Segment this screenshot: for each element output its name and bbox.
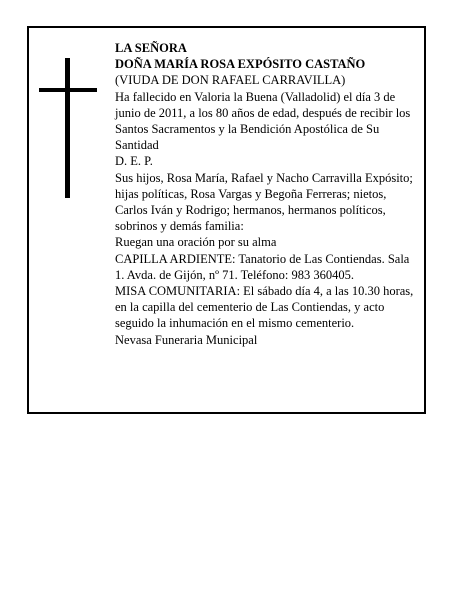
mass-details: MISA COMUNITARIA: El sábado día 4, a las 10.30 horas, en la capilla del cementerio de Las Contiendas, y acto seguido la inhumación en el mismo cementerio. (115, 284, 414, 331)
notice-text (115, 40, 421, 348)
prayer-request: Ruegan una oración por su alma (115, 235, 277, 250)
family-members: Sus hijos, Rosa María, Rafael y Nacho Carravilla Expósito; hijas políticas, Rosa Vargas y Begoña Ferreras; nietos, Carlos Iván y Rodrigo; hermanos, hermanos políticos, sobrinos y demás familia: (115, 170, 413, 234)
funeral-home: Nevasa Funeraria Municipal (115, 332, 258, 347)
cross-icon (39, 58, 97, 198)
notice-title: LA SEÑORA (115, 41, 187, 55)
death-announcement: Ha fallecido en Valoria la Buena (Valladolid) el día 3 de junio de 2011, a los 80 años de edad, después de recibir los Santos Sacramentos y la Bendición Apostólica de Su Santidad (115, 89, 411, 153)
chapel-details: CAPILLA ARDIENTE: Tanatorio de Las Contiendas. Sala 1. Avda. de Gijón, nº 71. Teléfono: 983 360405. (115, 251, 410, 282)
cross-horizontal-bar (39, 88, 97, 92)
deceased-name: DOÑA MARÍA ROSA EXPÓSITO CASTAÑO (115, 57, 366, 72)
rip-text: D. E. P. (115, 154, 153, 169)
cross-vertical-bar (65, 58, 70, 198)
obituary-notice (27, 26, 426, 414)
widow-of: (VIUDA DE DON RAFAEL CARRAVILLA) (115, 73, 346, 88)
